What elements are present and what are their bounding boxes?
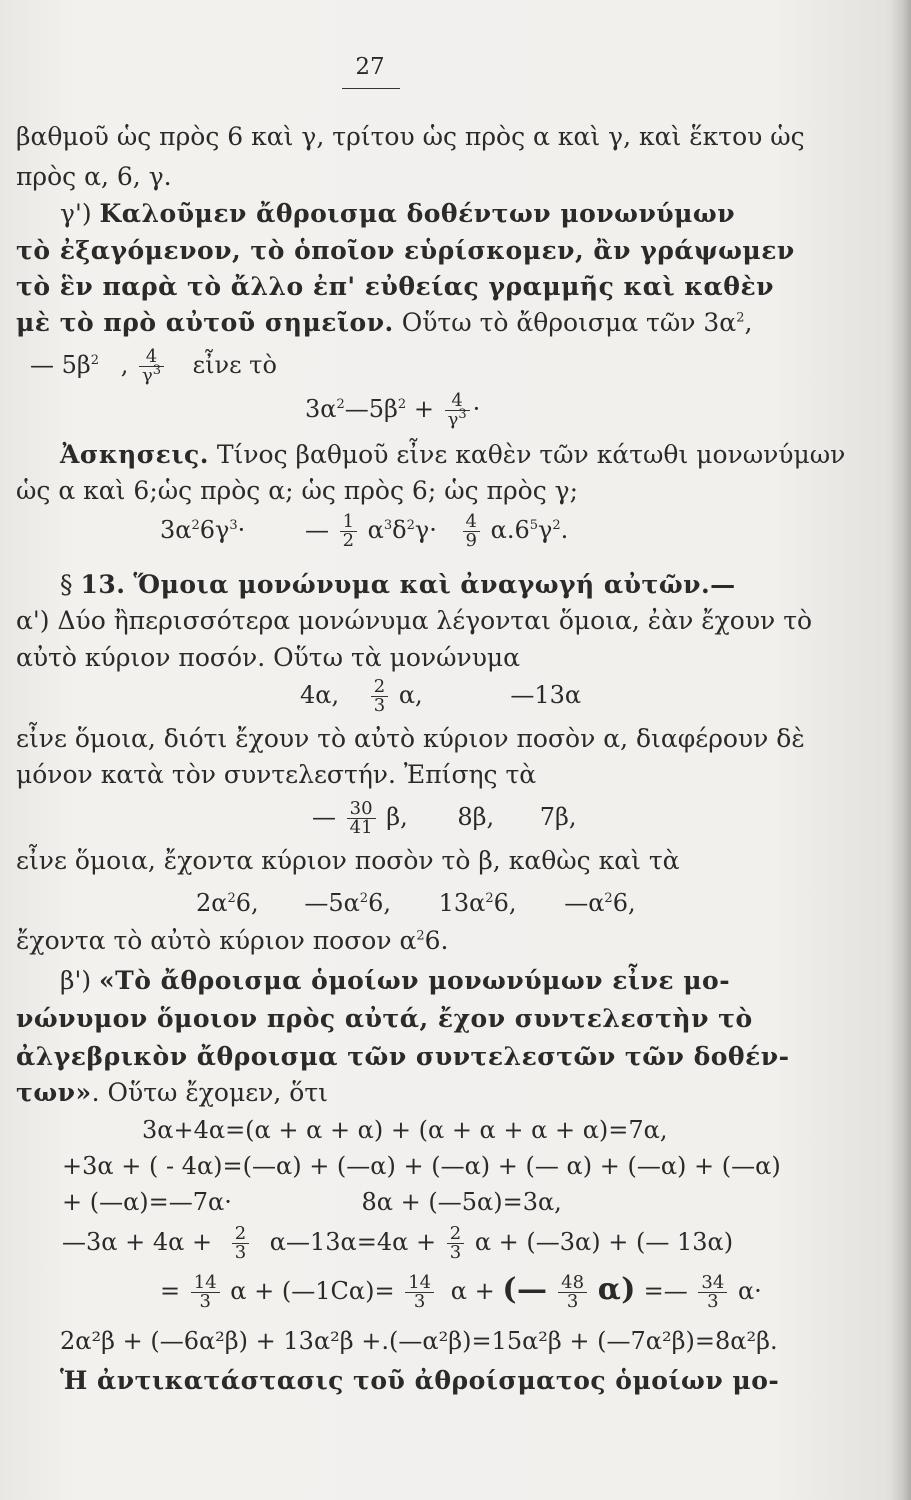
rule-text: «Τὸ ἄθροισμα ὁμοίων μονωνύμων εἶνε μο-: [99, 966, 731, 995]
fraction: $\frac{2}{3}$: [371, 678, 388, 715]
exponent: 2: [736, 310, 745, 326]
denominator: $\gamma^3$: [139, 366, 164, 385]
page-edge-shadow: [891, 0, 911, 1500]
exercise-question: Τίνος βαθμοῦ εἶνε καθὲν τῶν κάτωθι μονωνύμων: [216, 440, 846, 469]
text-line-19: εἶνε ὅμοια, ἔχοντα κύριον ποσὸν τὸ β, καθὼς καὶ τὰ: [16, 846, 680, 875]
section-sign: §: [60, 570, 73, 599]
fraction: $\frac{1}{2}$: [340, 513, 357, 550]
definition-text: Καλοῦμεν ἄθροισμα δοθέντων μονωνύμων: [99, 199, 736, 228]
fraction: $\frac{30}{41}$: [347, 800, 376, 837]
text-line-3: [60, 199, 735, 229]
equation-line-3: + (—α)=—7α· 8α + (—5α)=3α,: [62, 1188, 562, 1216]
item-label-gamma: γ'): [60, 199, 92, 228]
text-line-7: — $5\beta^2$ , $\frac{4}{\gamma^3}$ εἶνε τὸ: [30, 346, 277, 386]
text-line-5: τὸ ἓν παρὰ τὸ ἄλλο ἐπ' εὐθείας γραμμῆς καὶ καθὲν: [16, 272, 774, 301]
text-fragment: εἶνε τὸ: [192, 351, 277, 379]
section-title: Ὅμοια μονώνυμα καὶ ἀναγωγή αὐτῶν.—: [133, 570, 736, 599]
text-line-32: Ἡ ἀντικατάστασις τοῦ ἀθροίσματος ὁμοίων μο-: [60, 1366, 780, 1395]
page-number: 27: [355, 54, 385, 80]
equation-line-5: = $\frac{14}{3}$ α + (—1Cα)= $\frac{14}{3}$ α + (— $\frac{48}{3}$ α) =— $\frac{34}{3}$ α·: [160, 1272, 762, 1312]
fraction: $\frac{4}{\gamma^3}$: [445, 392, 470, 429]
section-heading-13: [60, 570, 736, 600]
text-line-17: μόνον κατὰ τὸν συντελεστήν. Ἐπίσης τὰ: [16, 760, 537, 789]
equation-line-6: 2α²β + (—6α²β) + 13α²β +.(—α²β)=15α²β + (—7α²β)=8α²β.: [60, 1327, 778, 1355]
text-line-22: [60, 966, 730, 996]
equation-line-4: —3α + 4α + $\frac{2}{3}$ α—13α=4α + $\frac{2}{3}$ α + (—3α) + (— 13α): [62, 1223, 734, 1263]
text-line-15: 4α, $\frac{2}{3}$ α, —13α: [300, 676, 582, 716]
text-line-8: $3\alpha^2—5\beta^2$ + $\frac{4}{\gamma^3}$ ·: [305, 390, 481, 430]
text-line-24: ἀλγεβρικὸν ἄθροισμα τῶν συντελεστῶν τῶν δοθέν-: [16, 1042, 790, 1071]
text-line-16: εἶνε ὅμοια, διότι ἔχουν τὸ αὐτὸ κύριον ποσὸν α, διαφέρουν δὲ: [16, 724, 805, 753]
text-line-13: α') Δύο ἢπερισσότερα μονώνυμα λέγονται ὅμοια, ἐὰν ἔχουν τὸ: [16, 606, 813, 635]
text-line-2: πρὸς α, 6, γ.: [16, 162, 172, 191]
page-number-rule: [342, 88, 400, 89]
numerator: 4: [145, 346, 158, 367]
text-line-10: ὡς α καὶ 6;ὡς πρὸς α; ὡς πρὸς 6; ὡς πρὸς γ;: [16, 476, 579, 505]
exponent: 2: [90, 353, 100, 368]
text-line-6: μὲ τὸ πρὸ αὐτοῦ σημεῖον. Οὕτω τὸ ἄθροισμα τῶν $3\alpha^2$,: [16, 308, 753, 337]
item-label-beta: β'): [60, 966, 92, 995]
example-intro: Οὕτω τὸ ἄθροισμα τῶν 3α: [401, 308, 737, 337]
text-line-14: αὐτὸ κύριον ποσόν. Οὕτω τὰ μονώνυμα: [16, 643, 521, 672]
math-term: — 5β: [30, 351, 91, 379]
exercises-heading: Ἀσκησεις.: [60, 440, 209, 469]
text-line-25: των». Οὕτω ἔχομεν, ὅτι: [16, 1078, 328, 1107]
fraction: [139, 348, 164, 385]
equation-line-1: 3α+4α=(α + α + α) + (α + α + α + α)=7α,: [142, 1116, 668, 1144]
equation-line-2: +3α + ( - 4α)=(—α) + (—α) + (—α) + (— α) + (—α) + (—α): [62, 1152, 781, 1180]
math-term: —5β: [344, 395, 398, 423]
text-line-18: — $\frac{30}{41}$ β, 8β, 7β,: [312, 798, 577, 838]
section-number: 13.: [80, 570, 126, 599]
text-line-1: βαθμοῦ ὡς πρὸς 6 καὶ γ, τρίτου ὡς πρὸς α καὶ γ, καὶ ἕκτου ὡς: [16, 122, 805, 151]
fraction: $\frac{4}{9}$: [463, 513, 480, 550]
text-line-21: ἔχοντα τὸ αὐτὸ κύριον ποσον $\alpha^26$.: [16, 926, 449, 955]
text-line-4: τὸ ἐξαγόμενον, τὸ ὁποῖον εὑρίσκομεν, ἂν γράψωμεν: [16, 236, 795, 265]
definition-text-end: μὲ τὸ πρὸ αὐτοῦ σημεῖον.: [16, 308, 394, 337]
text-line-23: νώνυμον ὅμοιον πρὸς αὐτά, ἔχον συντελεστὴν τὸ: [16, 1004, 753, 1033]
text-line-9: [60, 440, 845, 470]
text-line-11: $3\alpha^26\gamma^3\cdot$ — $\frac{1}{2}$ $\alpha^3\delta^2\gamma\cdot$ $\frac{4}{9}$ $\alpha.6^5\gamma^2$.: [160, 511, 569, 551]
math-term: 3α: [305, 395, 337, 423]
plus-sign: +: [413, 395, 434, 423]
text-line-20: $2\alpha^26$, $—5\alpha^26$, $13\alpha^26$, $—\alpha^26$,: [196, 889, 636, 917]
